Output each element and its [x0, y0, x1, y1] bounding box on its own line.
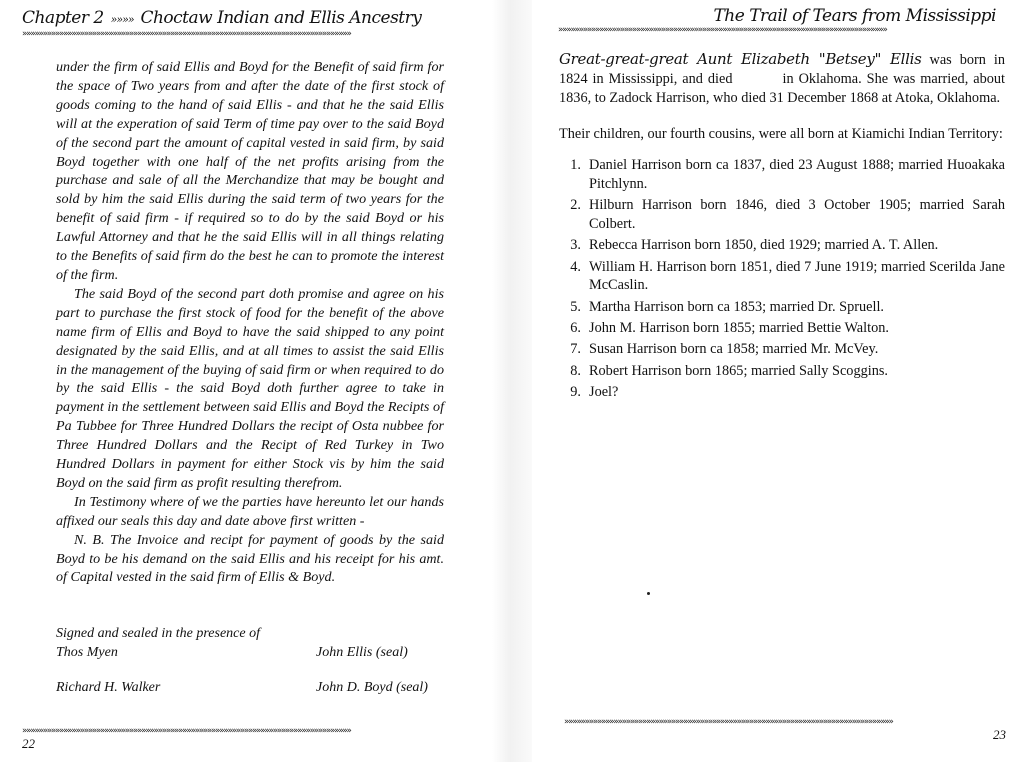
children-intro: Their children, our fourth cousins, were all born at Kiamichi Indian Territory:: [559, 126, 1003, 143]
footer-rule-left: »»»»»»»»»»»»»»»»»»»»»»»»»»»»»»»»»»»»»»»»»»»»»»»»»»»»»»»»»»»»»»»»»»»»»»»»»»»»»»»»: [22, 727, 351, 735]
paragraph: under the firm of said Ellis and Boyd for the Benefit of said firm for the space of Two years from and after the date of the first stock of goods coming to the hand of said Ellis - and that he the said Ellis will at the experation of said Term of time pay over to the said Boyd of the second part the amount of capital vested in said firm, by said Boyd together with one half of the net profits arising from the purchase and sale of all the Merchandize that may be bought and sold by him the said Ellis during the said term of two years for the benefit of said firm - if required so to do by the said Boyd or his Lawful Attorney and that he the said Ellis will in all things relating to the Benefits of said firm do the best he can to promote the interest of the firm.: [56, 59, 444, 283]
chapter-label: Chapter 2: [22, 8, 104, 28]
list-item: 4. William H. Harrison born 1851, died 7 June 1919; married Scerilda Jane McCaslin.: [570, 258, 1005, 294]
intro-text-a: was born in 1824 in Mississippi, and died: [559, 52, 1006, 87]
intro-paragraph: [559, 50, 1005, 107]
left-body-text: [56, 58, 444, 587]
header-rule-left: »»»»»»»»»»»»»»»»»»»»»»»»»»»»»»»»»»»»»»»»»»»»»»»»»»»»»»»»»»»»»»»»»»»»»»»»»»»»»»»»: [22, 30, 351, 38]
list-item: 1. Daniel Harrison born ca 1837, died 23 August 1888; married Huoakaka Pitchlynn.: [570, 157, 1005, 192]
running-header-left: [22, 8, 421, 28]
paragraph: In Testimony where of we the parties have hereunto let our hands affixed our seals this day and date above first written -: [56, 493, 444, 529]
list-item: 8. Robert Harrison born 1865; married Sally Scoggins.: [570, 362, 888, 379]
list-item: 9. Joel?: [570, 383, 619, 400]
party-signature: John Ellis (seal): [316, 645, 408, 660]
list-item: 2. Hilburn Harrison born 1846, died 3 October 1905; married Sarah Colbert.: [570, 197, 1005, 233]
list-item: 3. Rebecca Harrison born 1850, died 1929; married A. T. Allen.: [570, 237, 939, 254]
signature-row: [56, 678, 456, 697]
page-number-left: 22: [22, 736, 35, 751]
paragraph: The said Boyd of the second part doth promise and agree on his part to purchase the first stock of food for the benefit of the above name firm of Ellis and Boyd to have the said shipped to any point designated by the said Ellis, and at all times to assist the said Ellis in the management of the buying of said firm or when required to do by the said Ellis - the said Boyd doth further agree to take in payment in the settlement between said Ellis and Boyd the Recipts of Pa Tubbee for Three Hundred Dollars the recipt of Osta nubbee for Three Hundred Dollars and the Recipt of Red Turkey in Two Hundred Dollars in payment for either Stock vis by him the said Boyd on the said firm as profit resulting therefrom.: [56, 285, 444, 491]
list-item: 7. Susan Harrison born ca 1858; married Mr. McVey.: [570, 341, 879, 358]
page-number-right: 23: [993, 727, 1006, 742]
children-list: [559, 156, 1005, 402]
right-page: [512, 0, 1024, 762]
stray-dot: [647, 592, 650, 595]
party-signature: John D. Boyd (seal): [316, 680, 428, 695]
signature-row: [56, 643, 456, 662]
ancestor-name: Great-great-great Aunt Elizabeth "Betsey" Ellis: [559, 50, 922, 68]
witness-name: Thos Myen: [56, 645, 118, 660]
list-item: 6. John M. Harrison born 1855; married Bettie Walton.: [570, 320, 889, 337]
right-body-text: [559, 50, 1005, 404]
paragraph: N. B. The Invoice and recipt for payment of goods by the said Boyd to be his demand on the said Ellis and his receipt for his amt. of Capital vested in the said firm of Ellis & Boyd.: [56, 531, 444, 586]
chapter-title: Choctaw Indian and Ellis Ancestry: [140, 8, 422, 28]
header-separator: »»»»: [110, 13, 134, 26]
list-item: 5. Martha Harrison born ca 1853; married Dr. Spruell.: [570, 298, 884, 315]
signed-heading: Signed and sealed in the presence of: [56, 626, 260, 641]
signature-block: [56, 624, 456, 697]
header-rule-right: »»»»»»»»»»»»»»»»»»»»»»»»»»»»»»»»»»»»»»»»»»»»»»»»»»»»»»»»»»»»»»»»»»»»»»»»»»»»»»»»: [558, 26, 887, 34]
footer-rule-right: »»»»»»»»»»»»»»»»»»»»»»»»»»»»»»»»»»»»»»»»»»»»»»»»»»»»»»»»»»»»»»»»»»»»»»»»»»»»»»»»: [564, 718, 893, 726]
witness-name: Richard H. Walker: [56, 680, 161, 695]
intro-text-b: in Oklahoma. She was married, about 1836, to Zadock Harrison, who died 31 December 1868 at Atoka, Oklahoma.: [559, 70, 1005, 106]
left-page: [0, 0, 500, 762]
running-header-right: The Trail of Tears from Mississippi: [713, 6, 996, 26]
